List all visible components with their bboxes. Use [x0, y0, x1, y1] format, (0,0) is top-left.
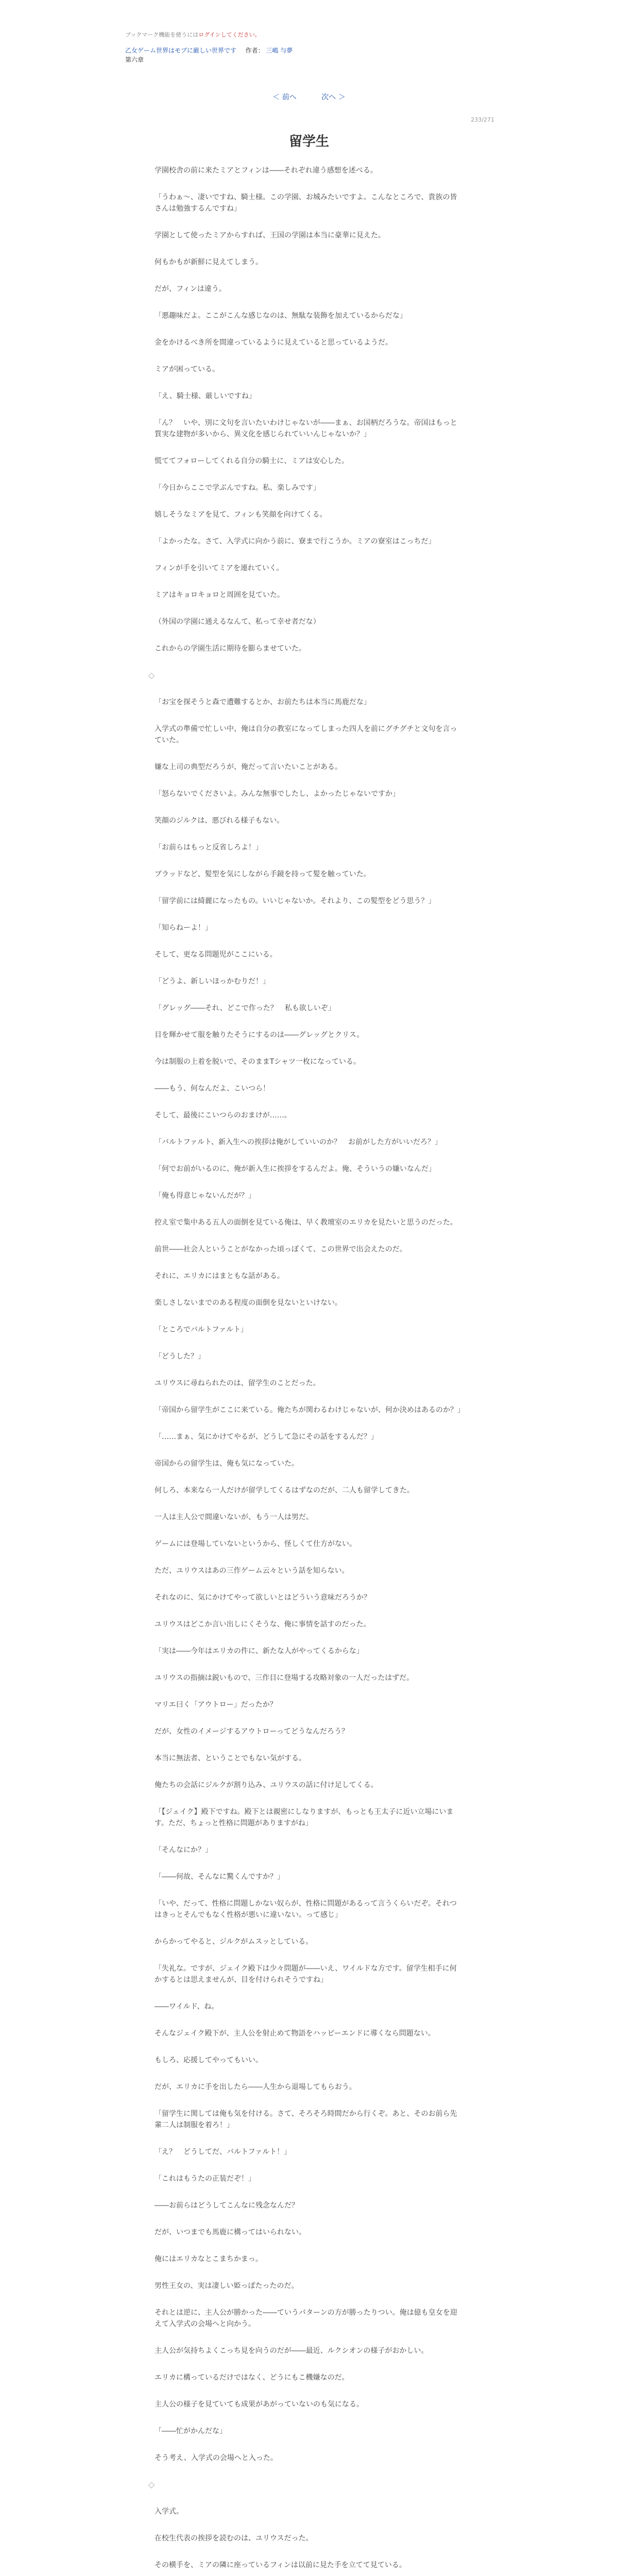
novel-paragraph: 控え室で集中ある五人の面倒を見ている俺は、早く教壇室のエリカを見たいと思うのだった。 — [154, 1218, 457, 1227]
novel-paragraph: それなのに、気にかけてやって欲しいとはどういう意味だろうか？ — [154, 1594, 371, 1602]
novel-paragraph: 嫌な上司の典型だろうが、俺だって言いたいことがある。 — [154, 763, 342, 771]
novel-paragraph: 目を輝かせて服を触りたそうにするのは――グレッグとクリス。 — [154, 1031, 364, 1039]
novel-paragraph: 「悪趣味だよ。ここがこんな感じなのは、無駄な装飾を加えているからだな」 — [154, 312, 407, 320]
novel-paragraph: ユリウスの指摘は鋭いもので、三作目に登場する攻略対象の一人だったはずだ。 — [154, 1674, 414, 1682]
novel-paragraph: ブラッドなど、髪型を気にしながら手鏡を持って髪を触っていた。 — [154, 870, 371, 878]
novel-paragraph: からかってやると、ジルクがムスッとしている。 — [154, 1938, 313, 1946]
next-page-link[interactable]: 次へ ＞ — [321, 93, 346, 101]
novel-paragraph: 「これはもうたの正装だぞ！」 — [154, 2175, 255, 2183]
novel-paragraph: 「え？ どうしてだ、バルトファルト！」 — [154, 2148, 291, 2156]
novel-paragraph: 笑顔のジルクは、悪びれる様子もない。 — [154, 817, 284, 825]
novel-paragraph: 「何でお前がいるのに、俺が新入生に挨拶をするんだよ。俺、そういうの嫌いなんだ」 — [154, 1165, 436, 1173]
novel-paragraph: その横手を、ミアの隣に座っているフィンは以前に見た手を立てて見ている。 — [154, 2561, 406, 2569]
novel-paragraph: 「いや、だって、性格に問題しかない奴らが、性格に問題があるって言うくらいだぞ。それつはきっとそんでもなく性格が悪いに違いない。って感じ」 — [154, 1900, 457, 1919]
novel-paragraph: 前世――社会人ということがなかった頃っぽくて、この世界で出会えたのだ。 — [154, 1245, 407, 1253]
novel-paragraph: 「実は――今年はエリカの件に、新たな人がやってくるからな」 — [154, 1647, 364, 1655]
novel-paragraph: 「お前らはもっと反省しろよ！」 — [154, 843, 263, 852]
novel-paragraph: マリエ曰く「アウトロー」だったか？ — [154, 1701, 277, 1709]
novel-paragraph: ユリウスはどこか言い出しにくそうな、俺に事情を話すのだった。 — [154, 1620, 371, 1629]
novel-paragraph: 「今日からここで学ぶんですね。私、楽しみです」 — [154, 484, 320, 492]
novel-paragraph: 「お宝を探そうと森で遭難するとか、お前たちは本当に馬鹿だな」 — [154, 698, 371, 706]
prev-page-link[interactable]: ＜ 前へ — [272, 93, 297, 101]
episode-title: 留学生 — [288, 134, 329, 149]
novel-paragraph: 「ん？ いや、別に文句を言いたいわけじゃないが――まぁ、お国柄だろうな。帝国はもっと質実な建物が多いから、異文化を感じられていいんじゃないか？」 — [154, 419, 457, 438]
novel-paragraph: ミアはキョロキョロと周囲を見ていた。 — [154, 591, 284, 599]
novel-paragraph: そう考え、入学式の会場へと入った。 — [154, 2454, 278, 2462]
novel-paragraph: 帝国からの留学生は、俺も気になっていた。 — [154, 1460, 299, 1468]
novel-paragraph: 俺たちの会話にジルクが割り込み、ユリウスの話に付け足してくる。 — [154, 1781, 378, 1789]
novel-paragraph: そして、更なる問題児がここにいる。 — [154, 951, 277, 959]
novel-paragraph: それとは逆に、主人公が勝かった――ていうパターンの方が勝ったりつい。俺は億も皇女を迎えて入学式の会場へと向かう。 — [154, 2309, 457, 2328]
novel-paragraph: 「どうよ、新しいほっかむりだ！」 — [154, 977, 270, 986]
scene-divider: ◇ — [148, 2480, 155, 2489]
login-notice-prefix: ブックマーク機能を使うには — [125, 31, 199, 38]
novel-paragraph: 「【ジェイク】殿下ですね。殿下とは親密にしなりますが、もっとも王太子に近い立場にいます。ただ、ちょっと性格に問題がありますがね」 — [154, 1808, 454, 1827]
novel-paragraph: フィンが手を引いてミアを連れていく。 — [154, 564, 284, 572]
novel-paragraph: 「――忙がかんだな」 — [154, 2427, 227, 2435]
novel-paragraph: 「……まぁ、気にかけてやるが、どうして急にその話をするんだ？」 — [154, 1433, 378, 1441]
pager — [0, 92, 618, 102]
series-title-link[interactable]: 乙女ゲーム世界はモブに厳しい世界です — [125, 47, 237, 54]
novel-paragraph: 「留学生に関しては俺も気を付ける。さて、そろそろ時間だから行くぞ。あと、そのお前ら先輩二人は制服を着ろ！」 — [154, 2110, 457, 2129]
novel-paragraph: 「バルトファルト、新入生への挨拶は俺がしていいのか？ お前がした方がいいだろ？」 — [154, 1138, 442, 1146]
novel-paragraph: ただ、ユリウスはあの三作ゲーム云々という話を知らない。 — [154, 1567, 349, 1575]
novel-paragraph: （外国の学園に通えるなんて、私って幸せ者だな） — [154, 618, 320, 626]
novel-paragraph: 「帝国から留学生がここに来ている。俺たちが関わるわけじゃないが、何か決めはあるのか？」 — [154, 1406, 465, 1414]
novel-paragraph: もしろ、応援してやってもいい。 — [154, 2056, 263, 2064]
novel-paragraph: 一人は主人公で間違いないが、もう一人は男だ。 — [154, 1513, 313, 1521]
novel-paragraph: 何しろ、本来なら一人だけが留学してくるはずなのだが、二人も留学してきた。 — [154, 1486, 414, 1495]
novel-paragraph: だが、女性のイメージするアウトローってどうなんだろう？ — [154, 1727, 349, 1736]
novel-paragraph: ――ワイルド、ね。 — [154, 2003, 219, 2011]
novel-paragraph: だが、エリカに手を出したら――人生から退場してもらおう。 — [154, 2083, 356, 2091]
novel-paragraph: これからの学園生活に期待を膨らませていた。 — [154, 645, 306, 653]
novel-paragraph: 入学式。 — [154, 2507, 183, 2516]
novel-paragraph: 慌ててフォローしてくれる自分の騎士に、ミアは安心した。 — [154, 457, 349, 465]
novel-paragraph: 「そんなにか？」 — [154, 1846, 212, 1854]
novel-paragraph: 「俺も得意じゃないんだが？」 — [154, 1192, 255, 1200]
novel-paragraph: 俺にはエリカなとこまちかまっ。 — [154, 2255, 263, 2263]
novel-paragraph: 主人公が気持ちよくこっち見を向うのだが――最近、ルクシオンの様子がおかしい。 — [154, 2347, 428, 2355]
header-area — [125, 31, 506, 64]
novel-paragraph: 「留学前には綺麗になったもの。いいじゃないか。それより、この髪型をどう思う？」 — [154, 897, 436, 905]
novel-paragraph: ――もう、何なんだよ、こいつら！ — [154, 1084, 270, 1093]
novel-paragraph: 金をかけるべき所を間違っているように見えていると思っているようだ。 — [154, 338, 392, 347]
novel-paragraph: ゲームには登場していないというから、怪しくて仕方がない。 — [154, 1540, 356, 1548]
novel-paragraph: 「どうした？」 — [154, 1352, 205, 1361]
novel-paragraph: 嬉しそうなミアを見て、フィンも笑顔を向けてくる。 — [154, 511, 327, 519]
novel-paragraph: 今は制服の上着を脱いで、そのままTシャツ一枚になっている。 — [154, 1058, 360, 1066]
novel-paragraph: 「え、騎士様、厳しいですね」 — [154, 392, 256, 400]
author-link[interactable]: 三嶋 与夢 — [266, 47, 293, 54]
novel-paragraph: 「ところでバルトファルト」 — [154, 1326, 248, 1334]
login-notice — [125, 31, 506, 39]
novel-paragraph: 「よかったな。さて、入学式に向かう前に、寮まで行こうか。ミアの寮室はこっちだ」 — [154, 537, 436, 546]
novel-paragraph: 入学式の準備で忙しい中、俺は自分の教室になってしまった四人を前にグチグチと文句を言っていた。 — [154, 725, 457, 744]
novel-paragraph: 学園校舎の前に来たミアとフィンは――それぞれ違う感想を述べる。 — [154, 166, 377, 175]
novel-paragraph: 楽しさしないまでのある程度の面倒を見ないといけない。 — [154, 1299, 342, 1307]
novel-body — [148, 165, 465, 2576]
novel-paragraph: ――お前らはどうしてこんなに残念なんだ？ — [154, 2201, 299, 2210]
novel-paragraph: 「――何故、そんなに驚くんですか？」 — [154, 1873, 284, 1881]
scene-divider: ◇ — [148, 670, 155, 680]
novel-paragraph: 主人公の様子を見ていても成果があがっていないのも気になる。 — [154, 2400, 364, 2409]
chapter-label: 第六章 — [125, 56, 144, 63]
novel-paragraph: 男性王女の、実は凄しい姫っぽたったのだ。 — [154, 2282, 299, 2290]
novel-paragraph: 本当に無法者、ということでもない気がする。 — [154, 1754, 306, 1762]
novel-paragraph: 「知らねーよ！」 — [154, 924, 212, 932]
author-label: 作者： — [245, 47, 264, 54]
novel-paragraph: ユリウスに尋ねられたのは、留学生のことだった。 — [154, 1379, 320, 1387]
novel-paragraph: だが、いつまでも馬鹿に構ってはいられない。 — [154, 2228, 306, 2236]
novel-paragraph: エリカに構っているだけではなく、どうにもこ機嫌なのだ。 — [154, 2374, 349, 2382]
novel-paragraph: 学園として使ったミアからすれば、王国の学園は本当に豪華に見えた。 — [154, 231, 385, 240]
novel-paragraph: 「グレッグ――それ、どこで作った？ 私も欲しいぞ」 — [154, 1004, 335, 1012]
novel-paragraph: 「怒らないでくださいよ。みんな無事でしたし、よかったじゃないですか」 — [154, 790, 400, 798]
novel-paragraph: 「うわぁ～、凄いですね、騎士様。この学園、お城みたいですよ。こんなところで、貴族の皆さんは勉強するんですね」 — [154, 193, 457, 213]
novel-paragraph: そして、最後にこいつらのおまけが……。 — [154, 1111, 291, 1120]
novel-paragraph: だが、フィンは違う。 — [154, 285, 226, 293]
breadcrumb — [125, 46, 506, 64]
novel-paragraph: 「失礼な。ですが、ジェイク殿下は少々問題が――いえ、ワイルドな方です。留学生相手に何かするとは思えませんが、目を付けられそうですね」 — [154, 1964, 457, 1984]
login-link[interactable]: ログインしてください。 — [198, 31, 261, 38]
page-number: 233/271 — [471, 116, 494, 123]
novel-paragraph: ミアが困っている。 — [154, 365, 219, 374]
novel-paragraph: それに、エリカにはまともな話がある。 — [154, 1272, 284, 1280]
novel-paragraph: 在校生代表の挨拶を読むのは、ユリウスだった。 — [154, 2534, 313, 2543]
novel-paragraph: 何もかもが新鮮に見えてしまう。 — [154, 258, 263, 266]
novel-paragraph: そんなジェイク殿下が、主人公を射止めて物語をハッピーエンドに導くなら問題ない。 — [154, 2029, 435, 2038]
